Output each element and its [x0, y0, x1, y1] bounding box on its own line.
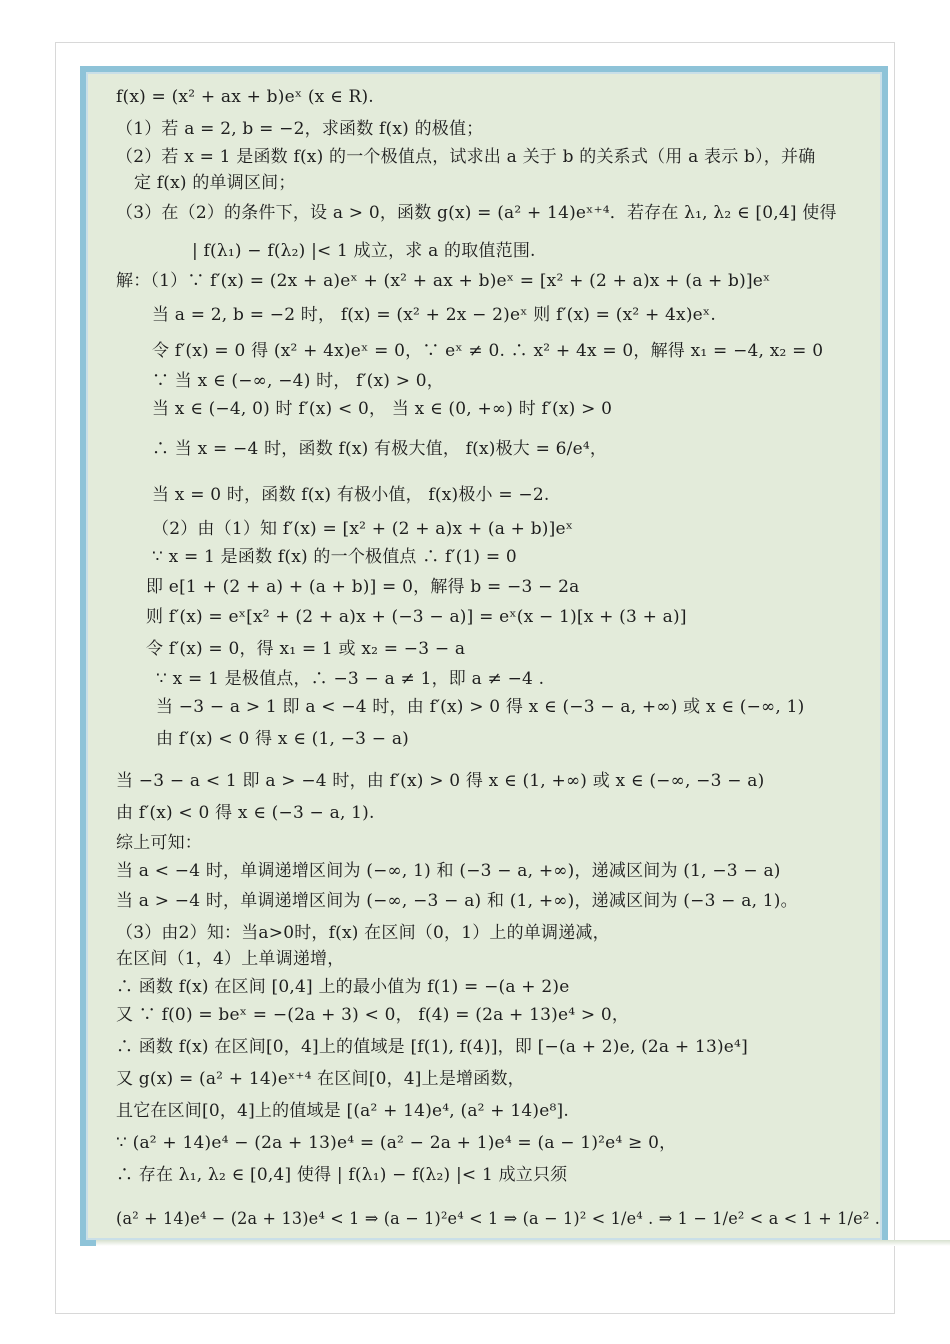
question-2: （2）若 x = 1 是函数 f(x) 的一个极值点，试求出 a 关于 b 的关系式（用 a 表示 b），并确 [116, 147, 816, 167]
paper-bottom-edge [96, 1240, 950, 1246]
solution-line: ∵ x = 1 是极值点，∴ −3 − a ≠ 1，即 a ≠ −4 . [156, 669, 545, 689]
solution-line: 由 f′(x) < 0 得 x ∈ (−3 − a, 1). [116, 803, 375, 823]
solution-line: ∴ 当 x = −4 时，函数 f(x) 有极大值， f(x)极大 = 6/e⁴， [152, 439, 608, 459]
solution-line: 即 e[1 + (2 + a) + (a + b)] = 0，解得 b = −3 − 2a [146, 577, 580, 597]
solution-line: 则 f′(x) = eˣ[x² + (2 + a)x + (−3 − a)] = eˣ(x − 1)[x + (3 + a)] [146, 607, 687, 627]
final-answer-line: (a² + 14)e⁴ − (2a + 13)e⁴ < 1 ⇒ (a − 1)²e⁴ < 1 ⇒ (a − 1)² < 1/e⁴ . ⇒ 1 − 1/e² < a < 1 + 1/e² . [116, 1209, 881, 1229]
solution-line: 且它在区间[0，4]上的值域是 [(a² + 14)e⁴, (a² + 14)e⁸]. [116, 1101, 569, 1121]
solution-line: 当 a = 2, b = −2 时， f(x) = (x² + 2x − 2)eˣ 则 f′(x) = (x² + 4x)eˣ. [152, 305, 716, 325]
question-3-cont: | f(λ₁) − f(λ₂) |< 1 成立，求 a 的取值范围. [192, 241, 536, 261]
solution-line: 当 −3 − a > 1 即 a < −4 时，由 f′(x) > 0 得 x ∈ (−3 − a, +∞) 或 x ∈ (−∞, 1) [156, 697, 805, 717]
solution-line: 又 ∵ f(0) = beˣ = −(2a + 3) < 0， f(4) = (2a + 13)e⁴ > 0， [116, 1005, 630, 1025]
solution-line: 在区间（1，4）上单调递增， [116, 949, 345, 969]
solution-line: 当 a < −4 时，单调递增区间为 (−∞, 1) 和 (−3 − a, +∞)，递减区间为 (1, −3 − a) [116, 861, 781, 881]
solution-line: 当 x ∈ (−4, 0) 时 f′(x) < 0， 当 x ∈ (0, +∞) 时 f′(x) > 0 [152, 399, 613, 419]
solution-line: （2）由（1）知 f′(x) = [x² + (2 + a)x + (a + b)]eˣ [152, 519, 574, 539]
question-3: （3）在（2）的条件下，设 a > 0，函数 g(x) = (a² + 14)eˣ⁺⁴．若存在 λ₁, λ₂ ∈ [0,4] 使得 [116, 203, 837, 223]
solution-line: ∴ 函数 f(x) 在区间 [0,4] 上的最小值为 f(1) = −(a + 2)e [116, 977, 570, 997]
solution-line: （3）由2）知：当a>0时，f(x) 在区间（0，1）上的单调递减， [116, 923, 610, 943]
solution-line: 当 a > −4 时，单调递增区间为 (−∞, −3 − a) 和 (1, +∞)，递减区间为 (−3 − a, 1)。 [116, 891, 798, 911]
solution-line: 当 −3 − a < 1 即 a > −4 时，由 f′(x) > 0 得 x ∈ (1, +∞) 或 x ∈ (−∞, −3 − a) [116, 771, 765, 791]
solution-line: ∵ (a² + 14)e⁴ − (2a + 13)e⁴ = (a² − 2a + 1)e⁴ = (a − 1)²e⁴ ≥ 0， [116, 1133, 677, 1153]
solution-line: 解：（1）∵ f′(x) = (2x + a)eˣ + (x² + ax + b)eˣ = [x² + (2 + a)x + (a + b)]eˣ [116, 271, 771, 291]
question-1: （1）若 a = 2, b = −2，求函数 f(x) 的极值； [116, 119, 484, 139]
solution-line: ∴ 存在 λ₁, λ₂ ∈ [0,4] 使得 | f(λ₁) − f(λ₂) |< 1 成立只须 [116, 1165, 568, 1185]
solution-line: 令 f′(x) = 0 得 (x² + 4x)eˣ = 0，∵ eˣ ≠ 0. ∴ x² + 4x = 0，解得 x₁ = −4, x₂ = 0 [152, 341, 824, 361]
problem-statement: f(x) = (x² + ax + b)eˣ (x ∈ R). [116, 87, 374, 107]
solution-line: 令 f′(x) = 0，得 x₁ = 1 或 x₂ = −3 − a [146, 639, 466, 659]
solution-line: 又 g(x) = (a² + 14)eˣ⁺⁴ 在区间[0，4]上是增函数， [116, 1069, 525, 1089]
question-2-cont: 定 f(x) 的单调区间； [134, 173, 296, 193]
solution-line: 由 f′(x) < 0 得 x ∈ (1, −3 − a) [156, 729, 409, 749]
solution-line: ∵ x = 1 是函数 f(x) 的一个极值点 ∴ f′(1) = 0 [152, 547, 517, 567]
solution-line: 当 x = 0 时，函数 f(x) 有极小值， f(x)极小 = −2. [152, 485, 550, 505]
solution-line: 综上可知： [116, 833, 202, 853]
solution-line: ∴ 函数 f(x) 在区间[0，4]上的值域是 [f(1), f(4)]，即 [−(a + 2)e, (2a + 13)e⁴] [116, 1037, 748, 1057]
solution-line: ∵ 当 x ∈ (−∞, −4) 时， f′(x) > 0， [152, 371, 445, 391]
